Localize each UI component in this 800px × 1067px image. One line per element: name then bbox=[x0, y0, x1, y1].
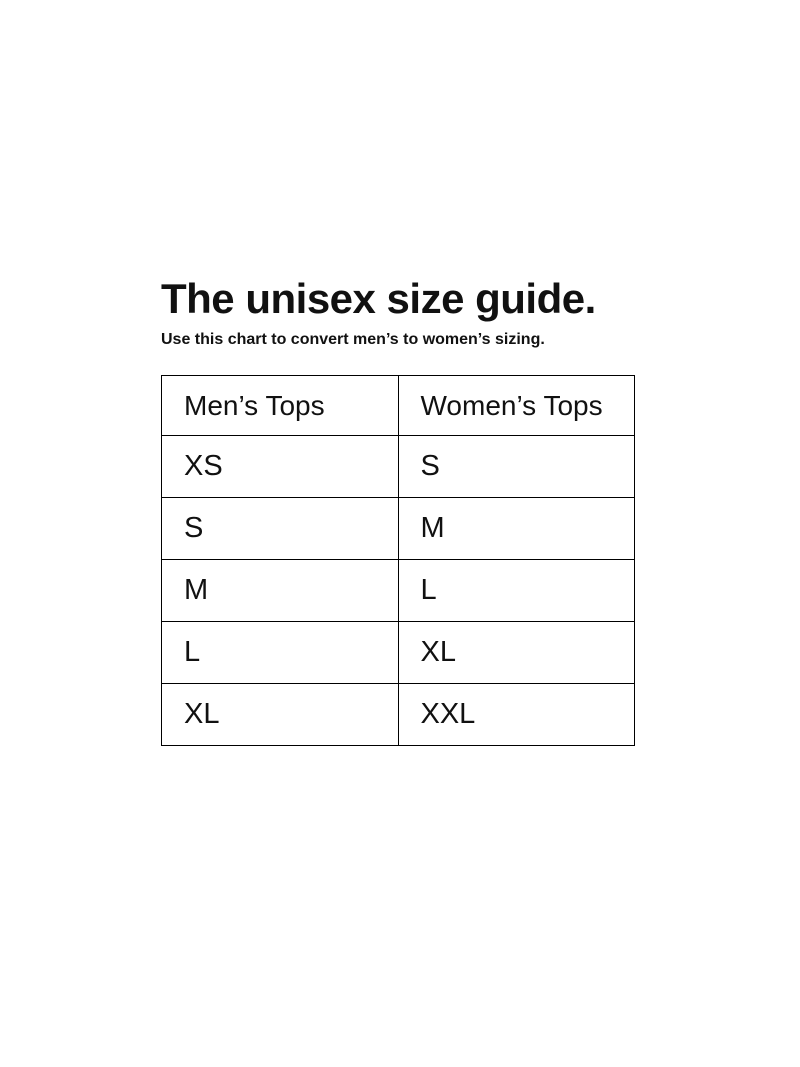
size-table-header bbox=[162, 376, 635, 436]
cell-womens-size: XXL bbox=[398, 684, 635, 746]
header-row bbox=[162, 376, 635, 436]
table-row bbox=[162, 498, 635, 560]
table-row bbox=[162, 622, 635, 684]
page-subtitle: Use this chart to convert men’s to women’s sizing. bbox=[161, 331, 545, 348]
cell-womens-size: M bbox=[398, 498, 635, 560]
page-title: The unisex size guide. bbox=[161, 275, 596, 322]
cell-mens-size: XL bbox=[162, 684, 399, 746]
table-row bbox=[162, 436, 635, 498]
cell-womens-size: S bbox=[398, 436, 635, 498]
cell-mens-size: M bbox=[162, 560, 399, 622]
table-row bbox=[162, 684, 635, 746]
cell-mens-size: S bbox=[162, 498, 399, 560]
size-guide-section bbox=[161, 275, 635, 746]
header-womens-tops: Women’s Tops bbox=[398, 376, 635, 436]
cell-mens-size: XS bbox=[162, 436, 399, 498]
size-conversion-table bbox=[161, 375, 635, 746]
size-table-body bbox=[162, 436, 635, 746]
table-row bbox=[162, 560, 635, 622]
cell-mens-size: L bbox=[162, 622, 399, 684]
cell-womens-size: XL bbox=[398, 622, 635, 684]
cell-womens-size: L bbox=[398, 560, 635, 622]
header-mens-tops: Men’s Tops bbox=[162, 376, 399, 436]
